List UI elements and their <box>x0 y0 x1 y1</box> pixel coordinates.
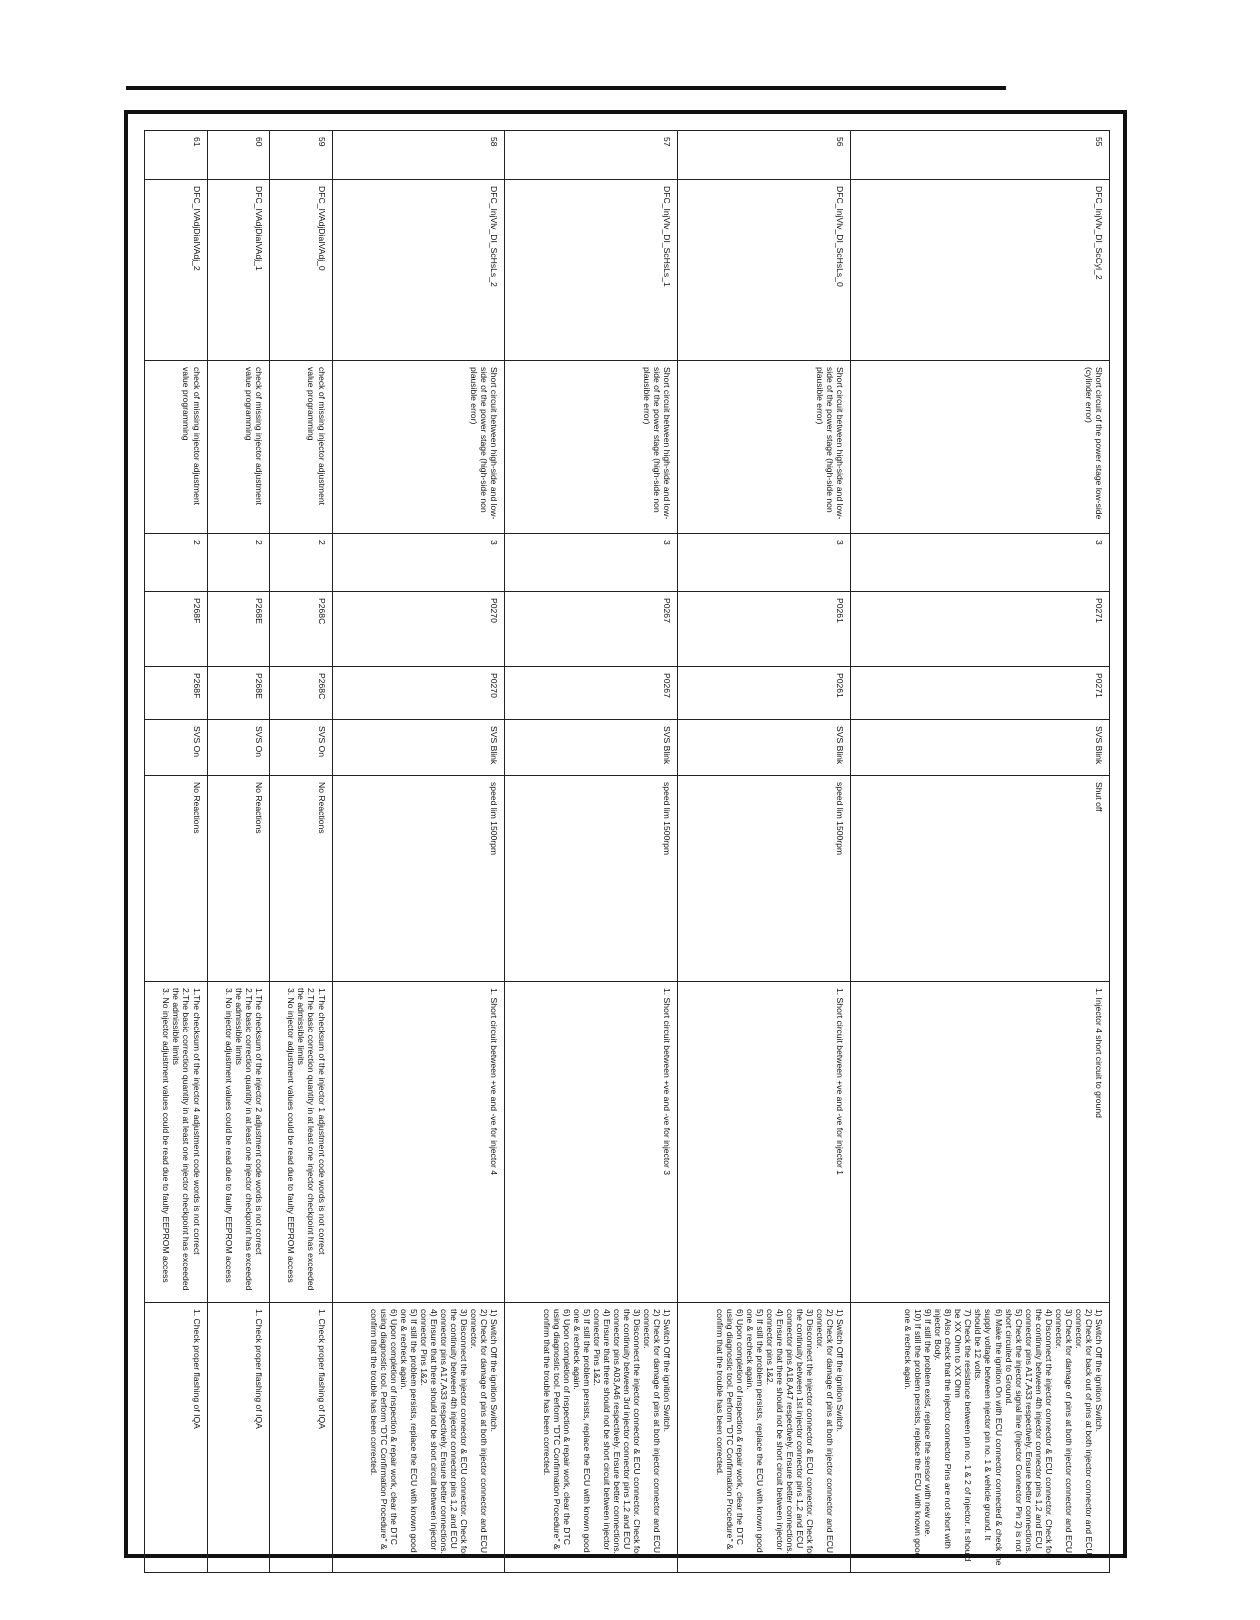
check-step: 4) Disconnect the injector connector & ECU connector. Check for the continuity between 4th injector connector pins 1,2 and ECU connector pins A17,A33 respectively. Ensure better connections. <box>1023 1309 1054 1556</box>
pcode-cell: P0270 <box>332 592 505 667</box>
cause-line: 1.The checksum of the injector 1 adjustment code words is not correct <box>316 988 327 1255</box>
checks-cell <box>145 1303 208 1573</box>
description-cell: check of missing injector adjustment value programming <box>270 361 333 534</box>
pcode-2-cell: P268E <box>207 667 270 720</box>
reaction-cell: speed lim 1500rpm <box>505 776 678 982</box>
check-step: 6) Make the ignition On with ECU connector connected & check the supply voltage between injector pin no. 1 & vehicle ground. It should be 12 volts. <box>973 1309 1004 1566</box>
pcode-2-cell: P0261 <box>678 667 851 720</box>
cause-line: 2.The basic correction quantity in at least one injector checkpoint has exceeded the admissible limits <box>233 988 254 1291</box>
lamp-cell: SVS Blink <box>332 720 505 776</box>
table-row <box>207 131 270 1573</box>
lamp-cell: SVS Blink <box>505 720 678 776</box>
check-step: 1. Check proper flashing of IQA <box>191 1309 202 1429</box>
check-step: 3) Disconnect the injector connector & ECU connector. Check for the continuity between 3rd injector connector pins 1,2 and ECU connector pins A03,A46 respectively. Ensure better connections. <box>612 1309 643 1556</box>
checks-cell <box>505 1303 678 1573</box>
check-step: 2) Check for damage of pins at both injector connector and ECU connector. <box>815 1309 836 1554</box>
table-row <box>851 131 1110 1573</box>
lamp-cell: SVS Blink <box>851 720 1110 776</box>
dtc-table <box>144 130 1110 1573</box>
dtc-name-cell: DFC_InjVlv_DI_ScHsLs_0 <box>678 180 851 361</box>
cause-line: 1.The checksum of the injector 4 adjustment code words is not correct <box>191 988 202 1255</box>
lamp-cell: SVS On <box>207 720 270 776</box>
check-step: 1. Check proper flashing of IQA <box>254 1309 265 1429</box>
check-step: 5) If still the problem persists, replace the ECU with known good one & recheck again. <box>399 1309 420 1553</box>
row-number-cell: 58 <box>332 131 505 180</box>
checks-cell <box>270 1303 333 1573</box>
cause-line: 1.The checksum of the injector 2 adjustment code words is not correct <box>254 988 265 1255</box>
row-number-cell: 56 <box>678 131 851 180</box>
description-cell: Short circuit between high-side and low-side of the power stage (high-side non plausible error) <box>332 361 505 534</box>
dtc-name-cell: DFC_InjVlv_DI_ScCyl_2 <box>851 180 1110 361</box>
pcode-2-cell: P0267 <box>505 667 678 720</box>
reaction-cell: No Reactions <box>145 776 208 982</box>
check-step: 3) Disconnect the injector connector & ECU connector. Check for the continuity between 1st injector connector pins 1,2 and ECU connector pins A18,A47 respectively. Ensure better connections. <box>785 1309 816 1556</box>
check-step: 2) Check for back out of pins at both injector connector and ECU connector. <box>1073 1309 1094 1555</box>
cause-line: 3. No injector adjustment values could be read due to faulty EEPROM access <box>286 988 297 1283</box>
lamp-cell: SVS On <box>145 720 208 776</box>
dtc-name-cell: DFC_InjVlv_DI_ScHsLs_1 <box>505 180 678 361</box>
pcode-cell: P268F <box>145 592 208 667</box>
causes-cell <box>145 982 208 1303</box>
priority-cell: 2 <box>270 534 333 592</box>
dtc-name-cell: DFC_IVAdjDiaIVAdj_1 <box>207 180 270 361</box>
cause-line: 2.The basic correction quantity in at least one injector checkpoint has exceeded the admissible limits <box>296 988 317 1291</box>
reaction-cell: No Reactions <box>270 776 333 982</box>
pcode-cell: P0261 <box>678 592 851 667</box>
table-row <box>332 131 505 1573</box>
row-number-cell: 61 <box>145 131 208 180</box>
reaction-cell: No Reactions <box>207 776 270 982</box>
cause-line: 1. Short circuit between +ve and -ve for injector 4 <box>489 988 500 1176</box>
check-step: 4) Ensure that there should not be short circuit between injector connector Pins 1&2. <box>592 1309 613 1551</box>
check-step: 3) Check for damage of pins at both injector connector and ECU connector. <box>1053 1309 1074 1554</box>
check-step: 9) If still the problem exist, replace the sensor with new one. <box>923 1309 934 1537</box>
priority-cell: 3 <box>678 534 851 592</box>
priority-cell: 3 <box>851 534 1110 592</box>
check-step: 4) Ensure that there should not be short circuit between injector connector pins 1&2. <box>764 1309 785 1551</box>
row-number-cell: 57 <box>505 131 678 180</box>
description-cell: check of missing injector adjustment value programming <box>207 361 270 534</box>
reaction-cell: Shut off <box>851 776 1110 982</box>
row-number-cell: 60 <box>207 131 270 180</box>
check-step: 1) Switch Off the ignition Switch. <box>662 1309 673 1433</box>
cause-line: 1. Short circuit between +ve and -ve for injector 1 <box>835 988 846 1176</box>
causes-cell <box>270 982 333 1303</box>
priority-cell: 3 <box>332 534 505 592</box>
causes-cell <box>851 982 1110 1303</box>
pcode-cell: P0267 <box>505 592 678 667</box>
reaction-cell: speed lim 1500rpm <box>332 776 505 982</box>
description-cell: Short circuit of the power stage low-side (cylinder error) <box>851 361 1110 534</box>
row-number-cell: 59 <box>270 131 333 180</box>
row-number-cell: 55 <box>851 131 1110 180</box>
pcode-cell: P268C <box>270 592 333 667</box>
pcode-2-cell: P0271 <box>851 667 1110 720</box>
check-step: 5) If still the problem persists, replace the ECU with known good one & recheck again. <box>744 1309 765 1553</box>
description-cell: check of missing injector adjustment value programming <box>145 361 208 534</box>
cause-line: 2.The basic correction quantity in at least one injector checkpoint has exceeded the admissible limits <box>171 988 192 1291</box>
check-step: 2) Check for damage of pins at both injector connector and ECU connector. <box>642 1309 663 1554</box>
causes-cell <box>678 982 851 1303</box>
priority-cell: 2 <box>145 534 208 592</box>
check-step: 1) Switch Off the ignition Switch. <box>1094 1309 1104 1433</box>
checks-cell <box>207 1303 270 1573</box>
cause-line: 1. Short circuit between +ve and -ve for injector 3 <box>662 988 673 1176</box>
table-row <box>270 131 333 1573</box>
check-step: 6) Upon completion of inspection & repair work, clear the DTC using diagnostic tool. Perform "DTC Confirmation Procedure" & confirm that the trouble has been corrected. <box>541 1309 572 1550</box>
cause-line: 1. Injector 4 short circuit to ground <box>1094 988 1104 1118</box>
lamp-cell: SVS Blink <box>678 720 851 776</box>
check-step: 10) If still the problem persists, replace the ECU with known good one & recheck again. <box>903 1309 924 1558</box>
check-step: 7) Check the resistance between pin no. 1 & 2 of injector. It should be XX Ohm to XX Ohm <box>953 1309 974 1562</box>
check-step: 1) Switch Off the ignition Switch. <box>489 1309 500 1433</box>
check-step: 2) Check for damage of pins at both injector connector and ECU connector. <box>469 1309 490 1554</box>
dtc-name-cell: DFC_IVAdjDiaIVAdj_2 <box>145 180 208 361</box>
dtc-table-body <box>145 131 1110 1573</box>
priority-cell: 2 <box>207 534 270 592</box>
table-row <box>505 131 678 1573</box>
check-step: 4) Ensure that there should not be short circuit between injector connector Pins 1&2. <box>419 1309 440 1551</box>
lamp-cell: SVS On <box>270 720 333 776</box>
table-row <box>145 131 208 1573</box>
table-row <box>678 131 851 1573</box>
pcode-cell: P0271 <box>851 592 1110 667</box>
description-cell: Short circuit between high-side and low-side of the power stage (high-side non plausible error) <box>678 361 851 534</box>
check-step: 3) Disconnect the injector connector & ECU connector. Check for the continuity between 4th injector connector pins 1,2 and ECU connector pins A17,A33 respectively. Ensure better connections. <box>439 1309 470 1556</box>
priority-cell: 3 <box>505 534 678 592</box>
causes-cell <box>332 982 505 1303</box>
checks-cell <box>678 1303 851 1573</box>
checks-cell <box>332 1303 505 1573</box>
description-cell: Short circuit between high-side and low-side of the power stage (high-side non plausible error) <box>505 361 678 534</box>
rotated-table-container <box>144 130 1110 1566</box>
pcode-2-cell: P0270 <box>332 667 505 720</box>
header-rule <box>126 86 1006 90</box>
pcode-2-cell: P268F <box>145 667 208 720</box>
pcode-cell: P268E <box>207 592 270 667</box>
dtc-name-cell: DFC_InjVlv_DI_ScHsLs_2 <box>332 180 505 361</box>
check-step: 6) Upon completion of inspection & repair work, clear the DTC using diagnostic tool. Perform "DTC Confirmation Procedure" & confirm that the trouble has been corrected. <box>368 1309 399 1550</box>
dtc-name-cell: DFC_IVAdjDiaIVAdj_0 <box>270 180 333 361</box>
cause-line: 3. No injector adjustment values could be read due to faulty EEPROM access <box>161 988 172 1283</box>
check-step: 1) Switch Off the ignition Switch. <box>835 1309 846 1433</box>
check-step: 8) Also check that the injector connector Pins are not short with injector Body. <box>933 1309 954 1549</box>
causes-cell <box>505 982 678 1303</box>
check-step: 5) If still the problem persists, replace the ECU with known good one & recheck again. <box>571 1309 592 1553</box>
checks-cell <box>851 1303 1110 1573</box>
cause-line: 3. No injector adjustment values could be read due to faulty EEPROM access <box>223 988 234 1283</box>
check-step: 1. Check proper flashing of IQA <box>316 1309 327 1429</box>
check-step: 5) Check the injector signal line (Injector Connector Pin 2) is not short circuited to Ground. <box>1003 1309 1024 1552</box>
pcode-2-cell: P268C <box>270 667 333 720</box>
causes-cell <box>207 982 270 1303</box>
reaction-cell: speed lim 1500rpm <box>678 776 851 982</box>
check-step: 6) Upon completion of inspection & repair work, clear the DTC using diagnostic tool. Perform "DTC Confirmation Procedure" & confirm that the trouble has been corrected. <box>714 1309 745 1550</box>
